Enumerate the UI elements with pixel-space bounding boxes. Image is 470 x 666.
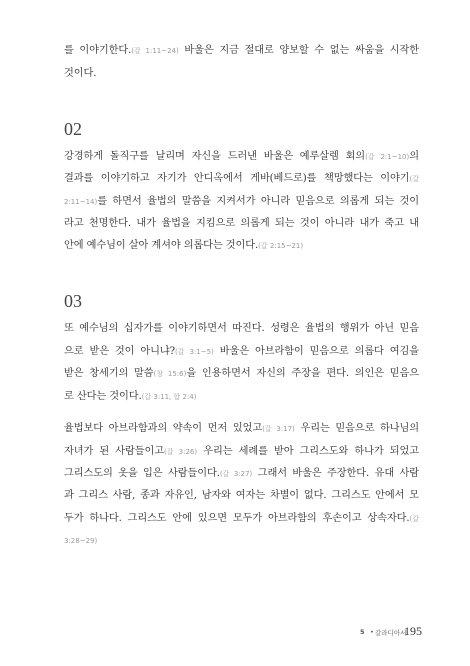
scripture-reference: (갈 3:17) xyxy=(262,425,295,433)
scripture-reference: (갈 2:15~21) xyxy=(258,242,304,250)
scripture-reference: (갈 2:1~10) xyxy=(365,153,410,161)
text-segment: 결과를 이야기하고 자기가 안디옥에서 게바(베드로)를 책망했다는 이야기 xyxy=(64,173,410,184)
scripture-reference: (갈 xyxy=(409,175,419,183)
text-segment: 받은 창세기의 말씀 xyxy=(64,368,154,379)
text-line xyxy=(64,150,419,164)
page-footer xyxy=(360,624,430,638)
text-segment: 율법보다 아브라함과의 약속이 먼저 있었고 xyxy=(64,423,263,434)
text-segment: 그리스도의 옷을 입은 사람들이다. xyxy=(64,468,220,479)
text-line xyxy=(64,467,419,481)
footer-book-title: 갈라디아서 xyxy=(375,629,407,637)
text-line xyxy=(64,489,419,502)
text-line xyxy=(64,345,419,359)
text-segment: 라고 천명한다. 내가 율법을 지킴으로 의롭게 되는 것이 아니라 내가 죽고 내 xyxy=(64,218,420,229)
text-segment: 그래서 바울은 주장한다. 유대 사람 xyxy=(252,468,419,479)
text-line xyxy=(64,195,419,209)
text-line xyxy=(64,512,419,526)
scripture-reference: (갈 3:1~5) xyxy=(174,348,214,356)
scripture-reference: (갈 3:11, 합 2:4) xyxy=(141,393,197,401)
text-segment: 강경하게 돌직구를 날리며 자신을 드러낸 바울은 예루살렘 회의 xyxy=(64,151,366,162)
text-segment: 과 그리스 사람, 종과 자유인, 남자와 여자는 차별이 없다. 그리스도 안에서 모 xyxy=(64,490,419,501)
text-line xyxy=(64,534,419,548)
text-line xyxy=(64,367,419,381)
text-segment: 의 xyxy=(409,151,419,162)
text-line xyxy=(64,67,419,80)
scripture-reference: 2:11~14) xyxy=(64,198,98,206)
text-line xyxy=(64,239,419,253)
footer-chapter: 5 xyxy=(360,628,365,636)
footer-separator: • xyxy=(370,628,374,636)
text-segment: 바울은 지금 절대로 양보할 수 없는 싸움을 시작한 xyxy=(178,45,419,56)
text-line xyxy=(64,217,419,230)
text-line xyxy=(64,172,419,186)
text-segment: 를 하면서 율법의 말씀을 지켜서가 아니라 믿음으로 의롭게 되는 것이 xyxy=(97,196,419,207)
scripture-reference: (갈 3:26) xyxy=(163,448,198,456)
text-segment: 를 이야기한다. xyxy=(64,45,132,56)
text-line xyxy=(64,322,419,335)
text-segment: 두가 하나다. 그리스도 안에 있으면 모두가 아브라함의 후손이고 상속자다. xyxy=(64,513,410,524)
text-segment: 또 예수님의 십자가를 이야기하면서 따진다. 성령은 율법의 행위가 아닌 믿음 xyxy=(64,323,419,334)
text-segment: 을 인용하면서 자신의 주장을 편다. 의인은 믿음으 xyxy=(186,368,419,379)
text-line xyxy=(64,422,419,436)
text-segment: 것이다. xyxy=(64,68,97,79)
text-line xyxy=(64,44,419,58)
page-number: 195 xyxy=(404,624,422,638)
text-segment: 자녀가 된 사람들이고 xyxy=(64,446,164,457)
text-segment: 로 산다는 것이다. xyxy=(64,391,142,402)
text-segment: 우리는 세례를 받아 그리스도와 하나가 되었고 xyxy=(197,446,419,457)
scripture-reference: (갈 1:11~24) xyxy=(131,47,179,55)
text-segment: 안에 예수님이 살아 계셔야 의롭다는 것이다. xyxy=(64,240,259,251)
scripture-reference: (창 15:6) xyxy=(153,370,187,378)
text-segment: 우리는 믿음으로 하나님의 xyxy=(294,423,419,434)
section-number: 02 xyxy=(64,119,82,139)
text-segment: 으로 받은 것이 아니냐? xyxy=(64,346,175,357)
section-number: 03 xyxy=(64,291,82,311)
text-line xyxy=(64,390,419,404)
text-line xyxy=(64,445,419,459)
text-segment: 바울은 아브라함이 믿음으로 의롭다 여김을 xyxy=(213,346,419,357)
scripture-reference: 3:28~29) xyxy=(64,537,98,545)
scripture-reference: (갈 xyxy=(409,515,419,523)
scripture-reference: (갈 3:27) xyxy=(219,470,253,478)
